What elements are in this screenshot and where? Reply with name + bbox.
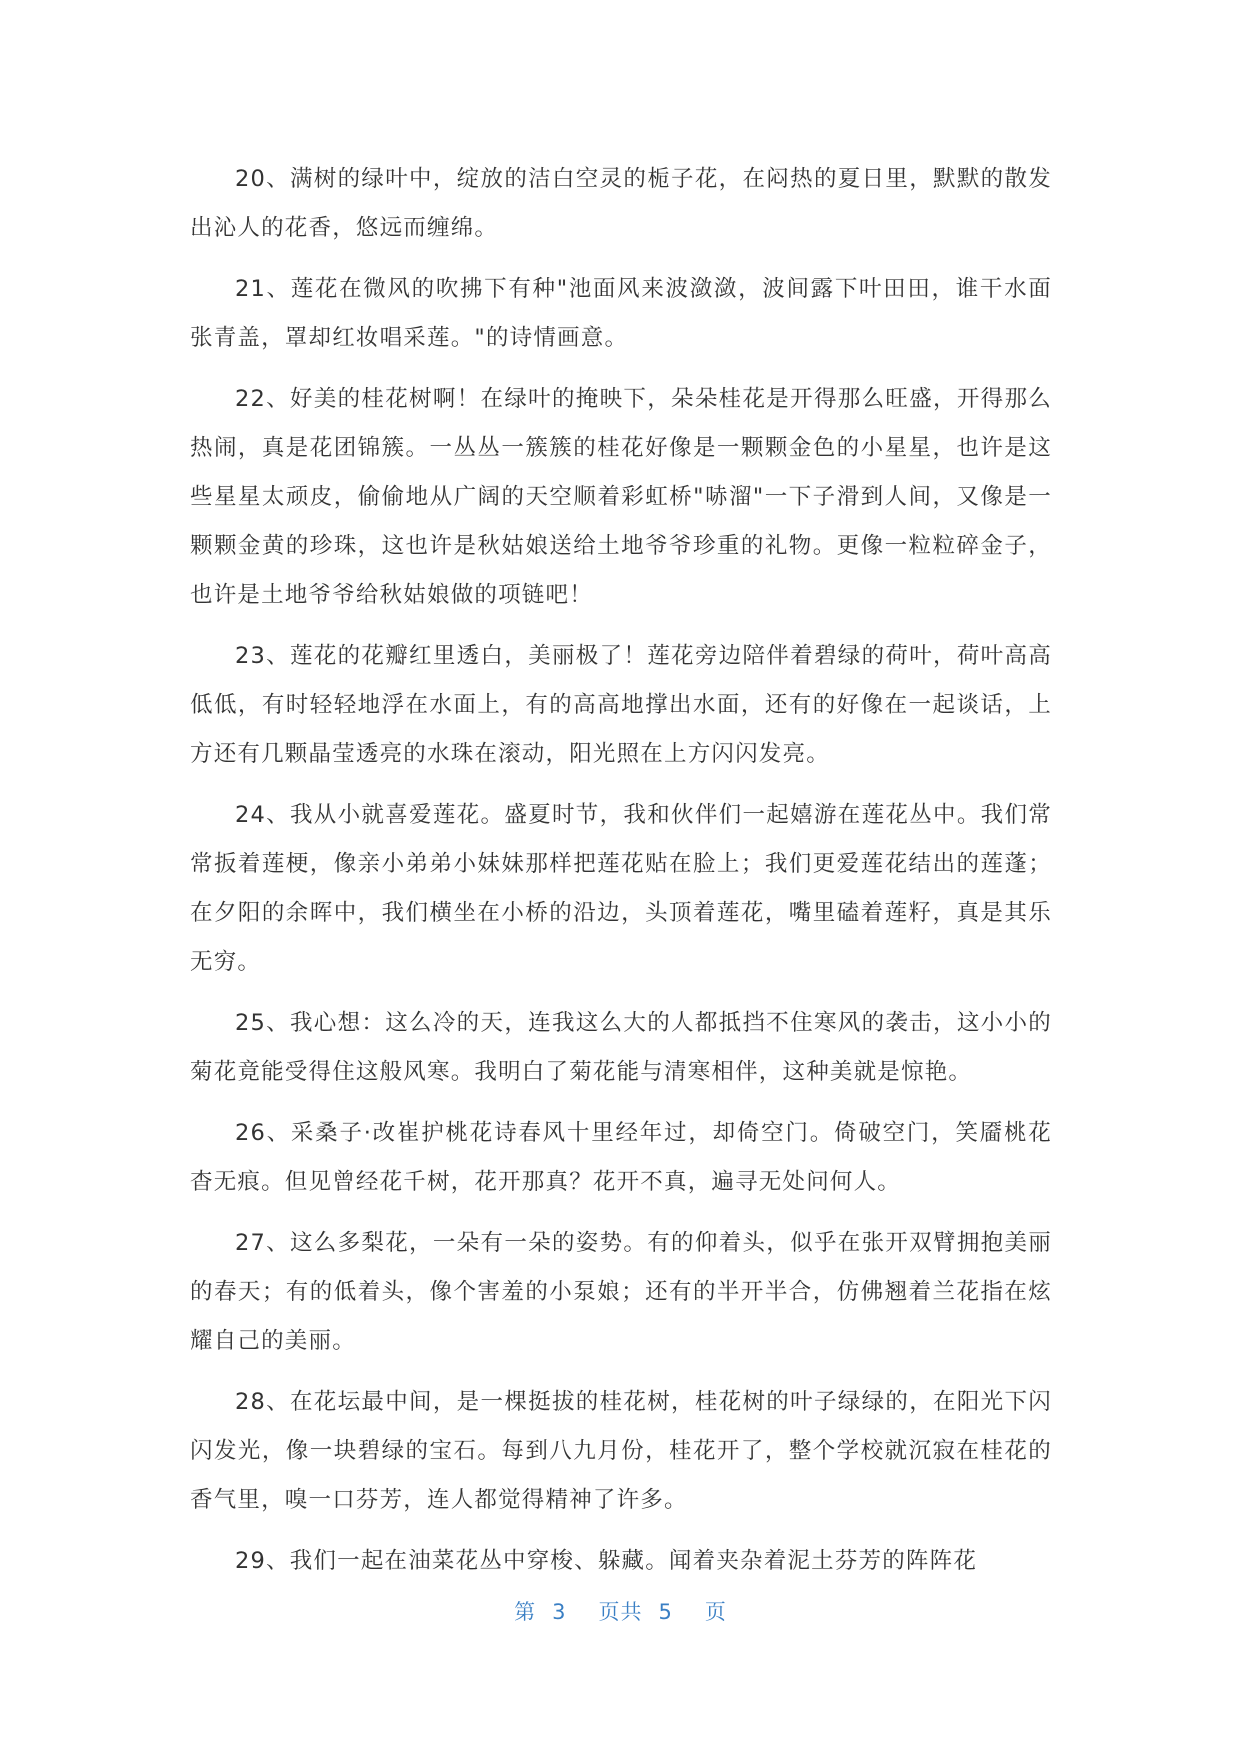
footer-middle: 页共 xyxy=(598,1600,643,1624)
total-pages-number: 5 xyxy=(658,1600,673,1624)
current-page-number: 3 xyxy=(552,1600,567,1624)
paragraph-25: 25、我心想：这么冷的天，连我这么大的人都抵挡不住寒风的袭击，这小小的菊花竟能受得住这般风寒。我明白了菊花能与清寒相伴，这种美就是惊艳。 xyxy=(190,1010,1052,1085)
paragraph-27: 27、这么多梨花，一朵有一朵的姿势。有的仰着头，似乎在张开双臂拥抱美丽的春天；有的低着头，像个害羞的小泵娘；还有的半开半合，仿佛翘着兰花指在炫耀自己的美丽。 xyxy=(190,1230,1052,1354)
paragraph-28: 28、在花坛最中间，是一棵挺拔的桂花树，桂花树的叶子绿绿的，在阳光下闪闪发光，像一块碧绿的宝石。每到八九月份，桂花开了，整个学校就沉寂在桂花的香气里，嗅一口芬芳，连人都觉得精神了许多。 xyxy=(190,1389,1052,1513)
paragraph-23: 23、莲花的花瓣红里透白，美丽极了！莲花旁边陪伴着碧绿的荷叶，荷叶高高低低，有时轻轻地浮在水面上，有的高高地撑出水面，还有的好像在一起谈话，上方还有几颗晶莹透亮的水珠在滚动，阳光照在上方闪闪发亮。 xyxy=(190,643,1052,767)
paragraph-22: 22、好美的桂花树啊！在绿叶的掩映下，朵朵桂花是开得那么旺盛，开得那么热闹，真是花团锦簇。一丛丛一簇簇的桂花好像是一颗颗金色的小星星，也许是这些星星太顽皮，偷偷地从广阔的天空顺着彩虹桥"哧溜"一下子滑到人间，又像是一颗颗金黄的珍珠，这也许是秋姑娘送给土地爷爷珍重的礼物。更像一粒粒碎金子，也许是土地爷爷给秋姑娘做的项链吧！ xyxy=(190,386,1052,608)
paragraph-20: 20、满树的绿叶中，绽放的洁白空灵的栀子花，在闷热的夏日里，默默的散发出沁人的花香，悠远而缠绵。 xyxy=(190,166,1052,241)
paragraph-24: 24、我从小就喜爱莲花。盛夏时节，我和伙伴们一起嬉游在莲花丛中。我们常常扳着莲梗，像亲小弟弟小妹妹那样把莲花贴在脸上；我们更爱莲花结出的莲蓬；在夕阳的余晖中，我们横坐在小桥的沿边，头顶着莲花，嘴里磕着莲籽，真是其乐无穷。 xyxy=(190,802,1052,975)
document-body xyxy=(190,155,1052,1598)
page-number-footer xyxy=(0,1596,1241,1626)
paragraph-29: 29、我们一起在油菜花丛中穿梭、躲藏。闻着夹杂着泥土芬芳的阵阵花 xyxy=(235,1548,978,1574)
footer-prefix: 第 xyxy=(514,1600,537,1624)
footer-suffix: 页 xyxy=(704,1600,727,1624)
paragraph-21: 21、莲花在微风的吹拂下有种"池面风来波潋潋，波间露下叶田田，谁干水面张青盖，罩却红妆唱采莲。"的诗情画意。 xyxy=(190,276,1052,351)
paragraph-26: 26、采桑子·改崔护桃花诗春风十里经年过，却倚空门。倚破空门，笑靥桃花杳无痕。但见曾经花千树，花开那真？花开不真，遍寻无处问何人。 xyxy=(190,1120,1052,1195)
